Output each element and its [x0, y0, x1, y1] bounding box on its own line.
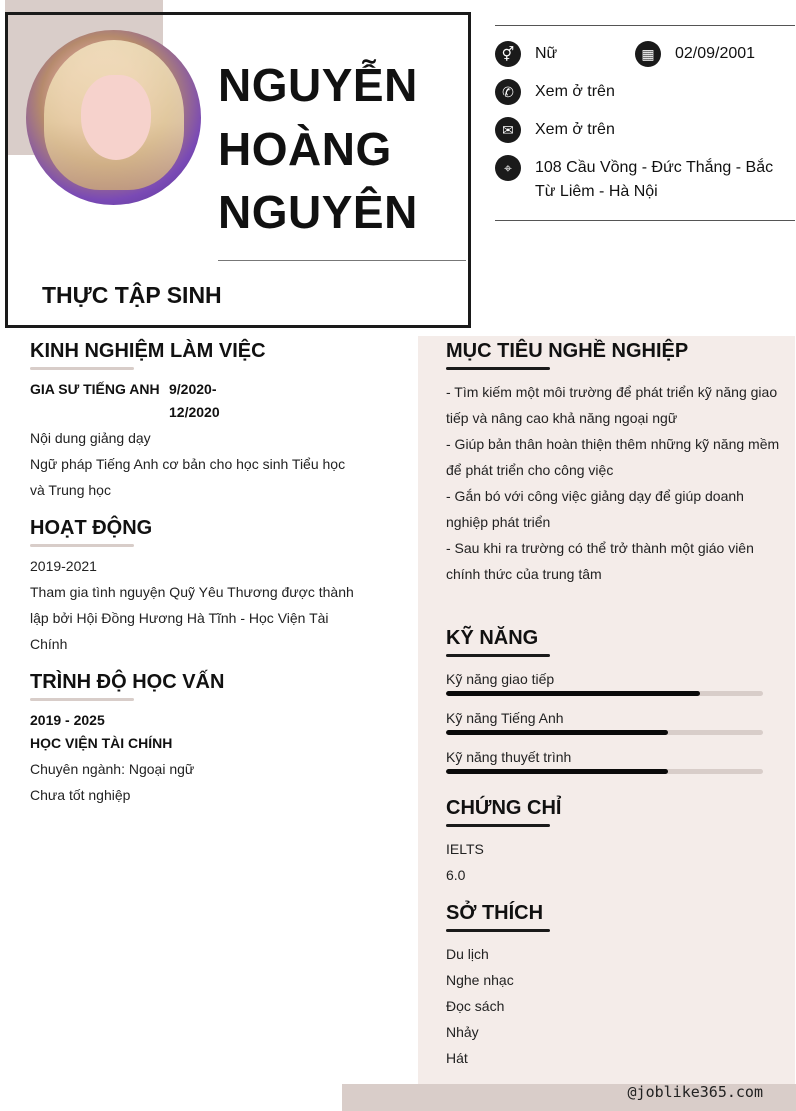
name-line-2: HOÀNG: [218, 123, 392, 175]
education-major: Chuyên ngành: Ngoại ngữ: [30, 761, 195, 777]
skills-underline: [446, 654, 550, 657]
hobbies-title: SỞ THÍCH: [446, 902, 544, 924]
experience-period-start: 9/2020-: [169, 381, 217, 397]
gender-icon: ⚥: [495, 41, 521, 67]
skill-label-3: Kỹ năng thuyết trình: [446, 749, 572, 765]
avatar-face: [81, 75, 151, 160]
certificates-underline: [446, 824, 550, 827]
activities-period: 2019-2021: [30, 558, 97, 574]
address-line-2: Từ Liêm - Hà Nội: [535, 183, 658, 200]
objective-underline: [446, 367, 550, 370]
objective-line-3: - Giúp bản thân hoàn thiện thêm những kỹ năng mềm: [446, 436, 780, 452]
activities-line-1: Tham gia tình nguyện Quỹ Yêu Thương được thành: [30, 584, 354, 600]
experience-period-end: 12/2020: [169, 404, 220, 420]
calendar-icon: ▦: [635, 41, 661, 67]
education-title: TRÌNH ĐỘ HỌC VẤN: [30, 671, 225, 693]
objective-line-5: - Gắn bó với công việc giảng dạy để giúp doanh: [446, 488, 744, 504]
experience-underline: [30, 367, 134, 370]
email-value: Xem ở trên: [535, 121, 615, 138]
name-line-3: NGUYÊN: [218, 186, 418, 238]
avatar: [26, 30, 201, 205]
objective-line-4: để phát triển cho công việc: [446, 462, 614, 478]
activities-line-3: Chính: [30, 636, 68, 652]
name-line-1: NGUYỄN: [218, 59, 418, 111]
skill-bar-2: [446, 730, 763, 735]
phone-icon: ✆: [495, 79, 521, 105]
skill-bar-fill: [446, 691, 700, 696]
email-icon: ✉: [495, 117, 521, 143]
skill-bar-fill: [446, 769, 668, 774]
skill-label-1: Kỹ năng giao tiếp: [446, 671, 555, 687]
education-school: HỌC VIỆN TÀI CHÍNH: [30, 735, 173, 751]
skill-label-2: Kỹ năng Tiếng Anh: [446, 710, 564, 726]
dob-value: 02/09/2001: [675, 45, 756, 62]
activities-underline: [30, 544, 134, 547]
hobby-item: Hát: [446, 1050, 468, 1066]
location-icon: ⌖: [495, 155, 521, 181]
job-title: THỰC TẬP SINH: [42, 282, 222, 308]
objective-title: MỤC TIÊU NGHỀ NGHIỆP: [446, 340, 689, 362]
activities-title: HOẠT ĐỘNG: [30, 517, 153, 539]
experience-line-3: và Trung học: [30, 482, 111, 498]
address-line-1: 108 Cầu Vồng - Đức Thắng - Bắc: [535, 159, 774, 176]
skill-bar-fill: [446, 730, 668, 735]
hobby-item: Đọc sách: [446, 998, 505, 1014]
gender-value: Nữ: [535, 45, 558, 62]
experience-role: GIA SƯ TIẾNG ANH: [30, 381, 160, 397]
experience-line-2: Ngữ pháp Tiếng Anh cơ bản cho học sinh Tiểu học: [30, 456, 346, 472]
objective-line-7: - Sau khi ra trường có thể trở thành một giáo viên: [446, 540, 754, 556]
education-period: 2019 - 2025: [30, 712, 105, 728]
watermark: @joblike365.com: [627, 1083, 763, 1101]
education-underline: [30, 698, 134, 701]
skill-bar-3: [446, 769, 763, 774]
certificate-score: 6.0: [446, 867, 466, 883]
experience-title: KINH NGHIỆM LÀM VIỆC: [30, 340, 266, 362]
activities-line-2: lập bởi Hội Đồng Hương Hà Tĩnh - Học Viện Tài: [30, 610, 329, 626]
skills-title: KỸ NĂNG: [446, 627, 539, 649]
objective-line-2: tiếp và nâng cao khả năng ngoại ngữ: [446, 410, 678, 426]
objective-line-8: chính thức của trung tâm: [446, 566, 602, 582]
education-status: Chưa tốt nghiệp: [30, 787, 131, 803]
objective-line-6: nghiệp phát triển: [446, 514, 551, 530]
certificate-name: IELTS: [446, 841, 484, 857]
name-divider: [218, 260, 466, 261]
contact-divider-top: [495, 25, 795, 26]
objective-line-1: - Tìm kiếm một môi trường để phát triển kỹ năng giao: [446, 384, 778, 400]
skill-bar-1: [446, 691, 763, 696]
certificates-title: CHỨNG CHỈ: [446, 797, 562, 819]
hobbies-underline: [446, 929, 550, 932]
experience-line-1: Nội dung giảng dạy: [30, 430, 151, 446]
hobby-item: Nhảy: [446, 1024, 479, 1040]
phone-value: Xem ở trên: [535, 83, 615, 100]
hobby-item: Nghe nhạc: [446, 972, 514, 988]
contact-divider-bottom: [495, 220, 795, 221]
hobby-item: Du lịch: [446, 946, 489, 962]
